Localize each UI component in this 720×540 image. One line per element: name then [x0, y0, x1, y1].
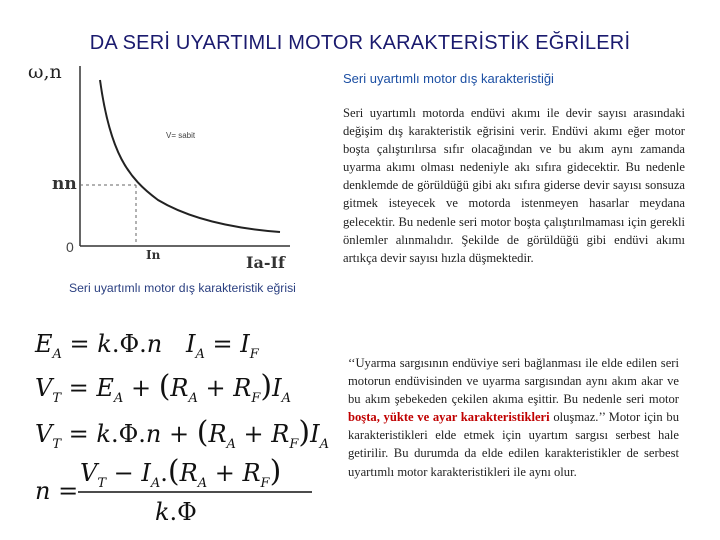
- svg-text:n =: n =: [35, 477, 79, 505]
- x-marker-label: In: [146, 248, 161, 262]
- equation-2: [35, 369, 291, 406]
- explanation-paragraph: Seri uyartımlı motorda endüvi akımı ile devir sayısı arasındaki değişim dış karakteristik eğrisini verir. Endüvi akımı eğer motor boşta çalıştırılırsa sıfır olacağından ve bu akım aynı zamanda uyarma akımı olması nedeniyle akı sıfıra gidecektir. Bu nedenle denklemde de görüldüğü gibi akı sıfıra giderse devir sayısı sonsuza gitmek isteyecek ve motorda istenmeyen hasarlar meydana gelecektir. Bu nedenle seri motor boşta çalıştırılmaması için gerekli önlemler alınmalıdır. Şekilde de görüldüğü gibi endüvi akımı artıkça devir sayısı hızla düşmektedir.: [343, 106, 685, 265]
- equations-block: [30, 318, 330, 528]
- characteristic-graph: [28, 58, 318, 273]
- eq2-lhs: V: [35, 374, 53, 402]
- x-axis-label: Ia-If: [246, 253, 285, 272]
- svg-text:IA = IF: $I_A = I_F$: [186, 330, 259, 362]
- quote-paragraph: [348, 354, 679, 481]
- eq3-lhs: V: [35, 420, 53, 448]
- quote-text-start: ‘‘Uyarma sargısının endüviye seri bağlanması ile elde edilen seri motorun endüvisinden ve uyarma sargısından aynı akım akar ve bu akım şebekeden çekilen akıma eşittir. Bu nedenle seri motor: [348, 356, 679, 407]
- quote-text-end: oluşmaz.’’ Motor için bu karakteristikleri elde etmek için uyartım sargısı serbest hale getirilir. Bu durumda da elde edilen karakteristikler de serbest uyartımlı motor karakteristikleri ile aynı olur.: [348, 410, 679, 479]
- origin-label: 0: [66, 239, 74, 255]
- equation-3: [35, 415, 329, 452]
- y-marker-label: nn: [52, 174, 77, 194]
- svg-text:VT = k.Φ.n + (RA + RF)IA: $V_T = k.\Phi.n + (R_A + R_F)I_A$: [35, 415, 329, 452]
- eq1-rhs: I: [186, 330, 196, 358]
- eq1-lhs: E: [35, 330, 53, 358]
- page-title: DA SERİ UYARTIMLI MOTOR KARAKTERİSTİK EĞRİLERİ: [89, 32, 631, 54]
- section-heading: Seri uyartımlı motor dış karakteristiği: [343, 71, 554, 86]
- equation-1: [34, 330, 260, 362]
- quote-highlight: boşta, yükte ve ayar karakteristikleri: [348, 410, 550, 425]
- equation-4: [35, 454, 312, 526]
- svg-text:k.Φ: k.Φ: [155, 498, 197, 526]
- svg-text:VT = EA + (RA + RF)IA: $V_T = E_A + (R_A + R_F)I_A$: [35, 369, 291, 406]
- svg-text:EA = k.Φ.n: $E_A = k.\Phi.n$: [35, 330, 163, 362]
- graph-caption: Seri uyartımlı motor dış karakteristik eğrisi: [69, 281, 296, 295]
- eq4-lhs: n: [35, 477, 51, 505]
- y-axis-label: ω,n: [28, 61, 62, 83]
- characteristic-curve: [100, 80, 280, 232]
- curve-label: V= sabit: [166, 131, 196, 140]
- svg-text:VT − IA.(RA + RF): $V_T - I_A.(R_A + R_F)$: [80, 454, 282, 491]
